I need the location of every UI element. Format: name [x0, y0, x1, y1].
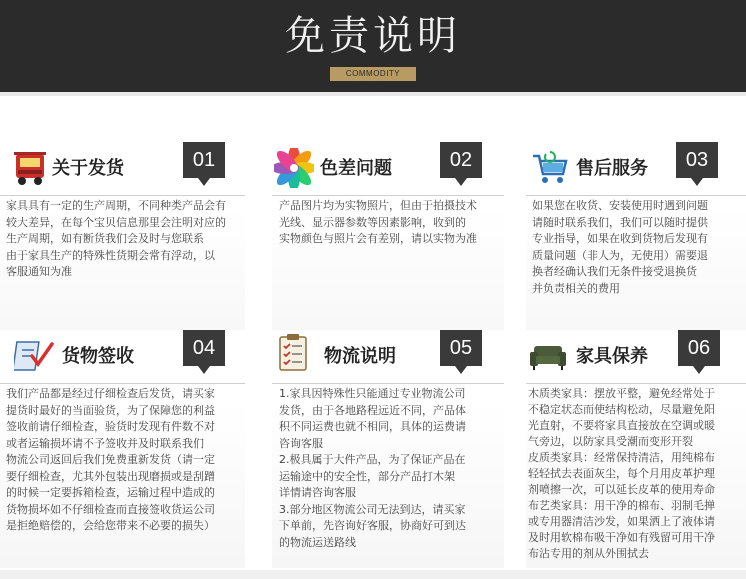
color-wheel-icon — [274, 148, 314, 188]
header-divider — [0, 92, 746, 96]
body-line: 并负责相关的费用 — [532, 281, 620, 295]
card-body — [6, 386, 244, 535]
card-title: 售后服务 — [576, 158, 648, 179]
badge-pointer — [198, 178, 210, 186]
body-line: 如果您在收货、安装使用时遇到问题 — [532, 199, 708, 212]
card-body — [528, 386, 744, 562]
footer-strip — [0, 570, 746, 579]
header-subtitle: COMMODITY SCENE — [330, 67, 416, 81]
card-body — [279, 386, 504, 551]
body-line: 光线、显示器参数等因素影响，收到的 — [279, 215, 466, 229]
body-line: 的物流运送路线 — [279, 535, 356, 549]
card-title: 物流说明 — [324, 346, 396, 367]
body-line: 剂喷擦一次，可以延长皮革的使用寿命 — [528, 483, 715, 496]
body-line: 轻轻拭去表面灰尘，每个月用皮革护理 — [528, 467, 715, 480]
body-line: 布沾专用的剂从外围拭去 — [528, 547, 649, 560]
body-line: 实物颜色与照片会有差别，请以实物为准 — [279, 232, 477, 245]
body-line: 下单前，先咨询好客服，协商好可到达 — [279, 519, 466, 532]
body-line: 咨询客服 — [279, 436, 323, 450]
checklist-icon — [14, 334, 54, 374]
card-number-badge: 01 — [183, 142, 225, 178]
card-divider — [526, 195, 746, 196]
header-banner — [0, 0, 746, 92]
card-title: 关于发货 — [52, 158, 124, 179]
page-title: 免责说明 — [285, 13, 461, 59]
card-number-badge: 02 — [440, 142, 482, 178]
body-line: 专业指导，如果在收到货物后发现有 — [532, 232, 708, 245]
body-line: 详情请咨询客服 — [279, 486, 356, 499]
card-color-difference — [272, 142, 504, 362]
body-line: 较大差异，在每个宝贝信息那里会注明对应的 — [6, 215, 226, 229]
card-divider — [0, 383, 245, 384]
body-line: 提货时最好的当面验货，为了保障您的利益 — [6, 403, 215, 417]
badge-pointer — [455, 178, 467, 186]
card-body — [532, 198, 746, 297]
body-line: 签收前请仔细检查，验货时发现有件数不对 — [6, 420, 215, 433]
card-divider — [272, 383, 504, 384]
body-line: 生产周期，如有断货我们会及时与您联系 — [6, 232, 204, 245]
body-line: 积不同运费也就不相同，具体的运费请 — [279, 420, 466, 433]
card-title: 货物签收 — [62, 346, 134, 367]
body-line: 或者运输损坏请不予签收并及时联系我们 — [6, 436, 204, 450]
body-line: 光直射，不要将家具直接放在空调或暖 — [528, 419, 715, 432]
body-line: 质量问题（非人为，无使用）需要退 — [532, 248, 708, 262]
body-line: 木质类家具：摆放平整，避免经常处于 — [528, 387, 715, 400]
body-line: 我们产品都是经过仔细检查后发货，请买家 — [6, 387, 215, 400]
body-line: 不稳定状态而使结构松动，尽量避免阳 — [528, 403, 715, 416]
body-line: 布艺类家具：用干净的棉布、羽制毛掸 — [528, 499, 715, 512]
badge-pointer — [455, 366, 467, 374]
card-after-sales — [526, 142, 746, 362]
body-line: 是拒绝赔偿的，会给您带来不必要的损失） — [6, 519, 215, 532]
body-line: 发货，由于各地路程远近不同，产品体 — [279, 403, 466, 417]
body-line: 产品图片均为实物照片，但由于拍摄技术 — [279, 199, 477, 212]
clipboard-icon — [274, 332, 314, 372]
body-line: 气旁边，以防家具受潮而变形开裂 — [528, 435, 693, 448]
badge-pointer — [693, 366, 705, 374]
body-line: 要仔细检查，尤其外包装出现磨损或是刮蹭 — [6, 469, 215, 483]
body-line: 3.部分地区物流公司无法到达，请买家 — [279, 502, 466, 516]
body-line: 家具具有一定的生产周期，不同种类产品会有 — [6, 199, 226, 212]
body-line: 货物损坏如不仔细检查而直接签收货运公司 — [6, 502, 215, 516]
body-line: 换者经确认我们无条件接受退换货 — [532, 265, 697, 278]
card-shipping — [0, 142, 245, 362]
sofa-icon — [528, 336, 568, 376]
body-line: 运输途中的安全性，部分产品打木架 — [279, 469, 455, 483]
card-title: 色差问题 — [320, 158, 392, 179]
card-body — [6, 198, 244, 281]
body-line: 皮质类家具：经常保持清洁，用纯棉布 — [528, 451, 715, 464]
body-line: 2.极具属于大件产品，为了保证产品在 — [279, 453, 466, 466]
card-number-badge: 03 — [676, 142, 718, 178]
body-line: 客服通知为准 — [6, 265, 72, 278]
body-line: 请随时联系我们，我们可以随时提供 — [532, 215, 708, 229]
body-line: 1.家具因特殊性只能通过专业物流公司 — [279, 387, 466, 400]
body-line: 物流公司返回后我们免费重新发货（请一定 — [6, 453, 215, 466]
card-delivery-signing — [0, 330, 245, 568]
body-line: 由于家具生产的特殊性货期会常有浮动，以 — [6, 248, 215, 262]
truck-icon — [10, 148, 50, 188]
card-body — [279, 198, 504, 248]
card-number-badge: 06 — [678, 330, 720, 366]
card-divider — [272, 195, 504, 196]
shopping-cart-icon — [530, 148, 570, 188]
card-title: 家具保养 — [576, 346, 648, 367]
body-line: 或专用器清洁沙发，如果洒上了液体请 — [528, 515, 715, 528]
body-line: 的时候一定要拆箱检查，运输过程中造成的 — [6, 486, 215, 499]
body-line: 及时用软棉布吸干净如有残留可用干净 — [528, 531, 715, 544]
badge-pointer — [691, 178, 703, 186]
card-divider — [526, 383, 746, 384]
badge-pointer — [198, 366, 210, 374]
card-number-badge: 05 — [440, 330, 482, 366]
card-furniture-care — [526, 330, 746, 568]
card-number-badge: 04 — [183, 330, 225, 366]
card-logistics — [272, 330, 504, 568]
card-divider — [0, 195, 245, 196]
